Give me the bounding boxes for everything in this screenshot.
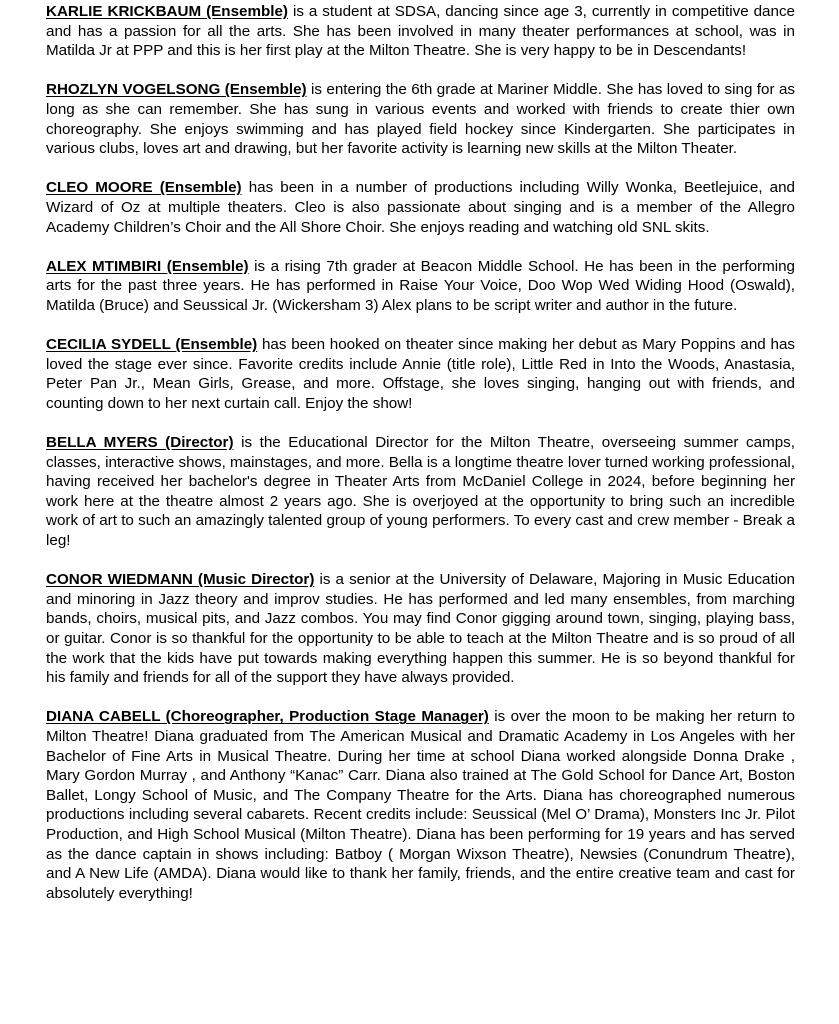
bio-name: KARLIE KRICKBAUM (Ensemble) <box>46 3 288 20</box>
bio-name: BELLA MYERS (Director) <box>46 434 234 452</box>
bio-cleo-moore <box>46 178 795 237</box>
bio-text: is a rising 7th grader at Beacon Middle School. He has been in the performing arts for the past three years. He has performed in Raise Your Voice, Doo Wop Wed Widing Hood (Oswald), Matilda (Bruce) and Seussical Jr. (Wickersham 3) Alex plans to be script writer and author in the future. <box>46 257 795 314</box>
bio-text: is a senior at the University of Delaware, Majoring in Music Education and minoring in Jazz theory and improv studies. He has performed and led many ensembles, from marching bands, choirs, musical pits, and Jazz combos. You may find Conor gigging around town, singing, playing bass, or guitar. Conor is so thankful for the opportunity to be able to teach at the Milton Theatre and is so proud of all the work that the kids have put towards making everything happen this summer. He is so beyond thankful for his family and friends for all of the support they have always provided. <box>46 571 795 687</box>
bio-name: CLEO MOORE (Ensemble) <box>46 179 242 197</box>
bio-text: is a student at SDSA, dancing since age 3, currently in competitive dance and has a passion for all the arts. She has been involved in many theater performances at school, was in Matilda Jr at PPP and this is her first play at the Milton Theatre. She is very happy to be in Descendants! <box>46 3 795 60</box>
bio-text: has been hooked on theater since making her debut as Mary Poppins and has loved the stage ever since. Favorite credits include Annie (title role), Little Red in Into the Woods, Anastasia, Peter Pan Jr., Mean Girls, Grease, and more. Offstage, she loves singing, hanging out with friends, and counting down to her next curtain call. Enjoy the show! <box>46 336 795 412</box>
bio-name: CONOR WIEDMANN (Music Director) <box>46 571 315 589</box>
bio-bella-myers <box>46 433 795 551</box>
bio-name: RHOZLYN VOGELSONG (Ensemble) <box>46 81 307 99</box>
bio-page <box>46 2 795 903</box>
bio-name: DIANA CABELL (Choreographer, Production Stage Manager) <box>46 708 489 726</box>
bio-name: CECILIA SYDELL (Ensemble) <box>46 336 258 354</box>
bio-alex-mtimbiri <box>46 257 795 316</box>
bio-text: is entering the 6th grade at Mariner Middle. She has loved to sing for as long as she can remember. She has sung in various events and worked with friends to create thier own choreography. She enjoys swimming and has played field hockey since Kindergarten. She participates in various clubs, loves art and drawing, but her favorite activity is learning new skills at the Milton Theater. <box>46 81 795 158</box>
bio-text: is the Educational Director for the Milton Theatre, overseeing summer camps, classes, interactive shows, mainstages, and more. Bella is a longtime theatre lover turned working professional, having received her bachelor's degree in Theater Arts from McDaniel College in 2024, before beginning her work here at the theatre almost 2 years ago. She is overjoyed at the opportunity to bring such an incredible work of art to such an amazingly talented group of young performers. To every cast and crew member - Break a leg! <box>46 434 795 550</box>
bio-karlie-krickbaum <box>46 2 795 61</box>
bio-diana-cabell <box>46 707 795 903</box>
bio-conor-wiedmann <box>46 570 795 688</box>
bio-text: has been in a number of productions including Willy Wonka, Beetlejuice, and Wizard of Oz at multiple theaters. Cleo is also passionate about singing and is a member of the Allegro Academy Children’s Choir and the All Shore Choir. She enjoys reading and watching old SNL skits. <box>46 179 795 236</box>
bio-rhozlyn-vogelsong <box>46 80 795 158</box>
bio-cecilia-sydell <box>46 335 795 413</box>
bio-text: is over the moon to be making her return to Milton Theatre! Diana graduated from The American Musical and Dramatic Academy in Los Angeles with her Bachelor of Fine Arts in Musical Theatre. During her time at school Diana worked alongside Donna Drake , Mary Gordon Murray , and Anthony “Kanac” Carr. Diana also trained at The Gold School for Dance Art, Boston Ballet, Longy School of Music, and The Company Theatre for the Arts. Diana has choreographed numerous productions including several cabarets. Recent credits include: Seussical (Mel O’ Drama), Monsters Inc Jr. Pilot Production, and High School Musical (Milton Theatre). Diana has been performing for 19 years and has served as the dance captain in shows including: Batboy ( Morgan Wixson Theatre), Newsies (Conundrum Theatre), and A New Life (AMDA). Diana would like to thank her family, friends, and the entire creative team and cast for absolutely everything! <box>46 708 795 902</box>
bio-name: ALEX MTIMBIRI (Ensemble) <box>46 257 249 275</box>
